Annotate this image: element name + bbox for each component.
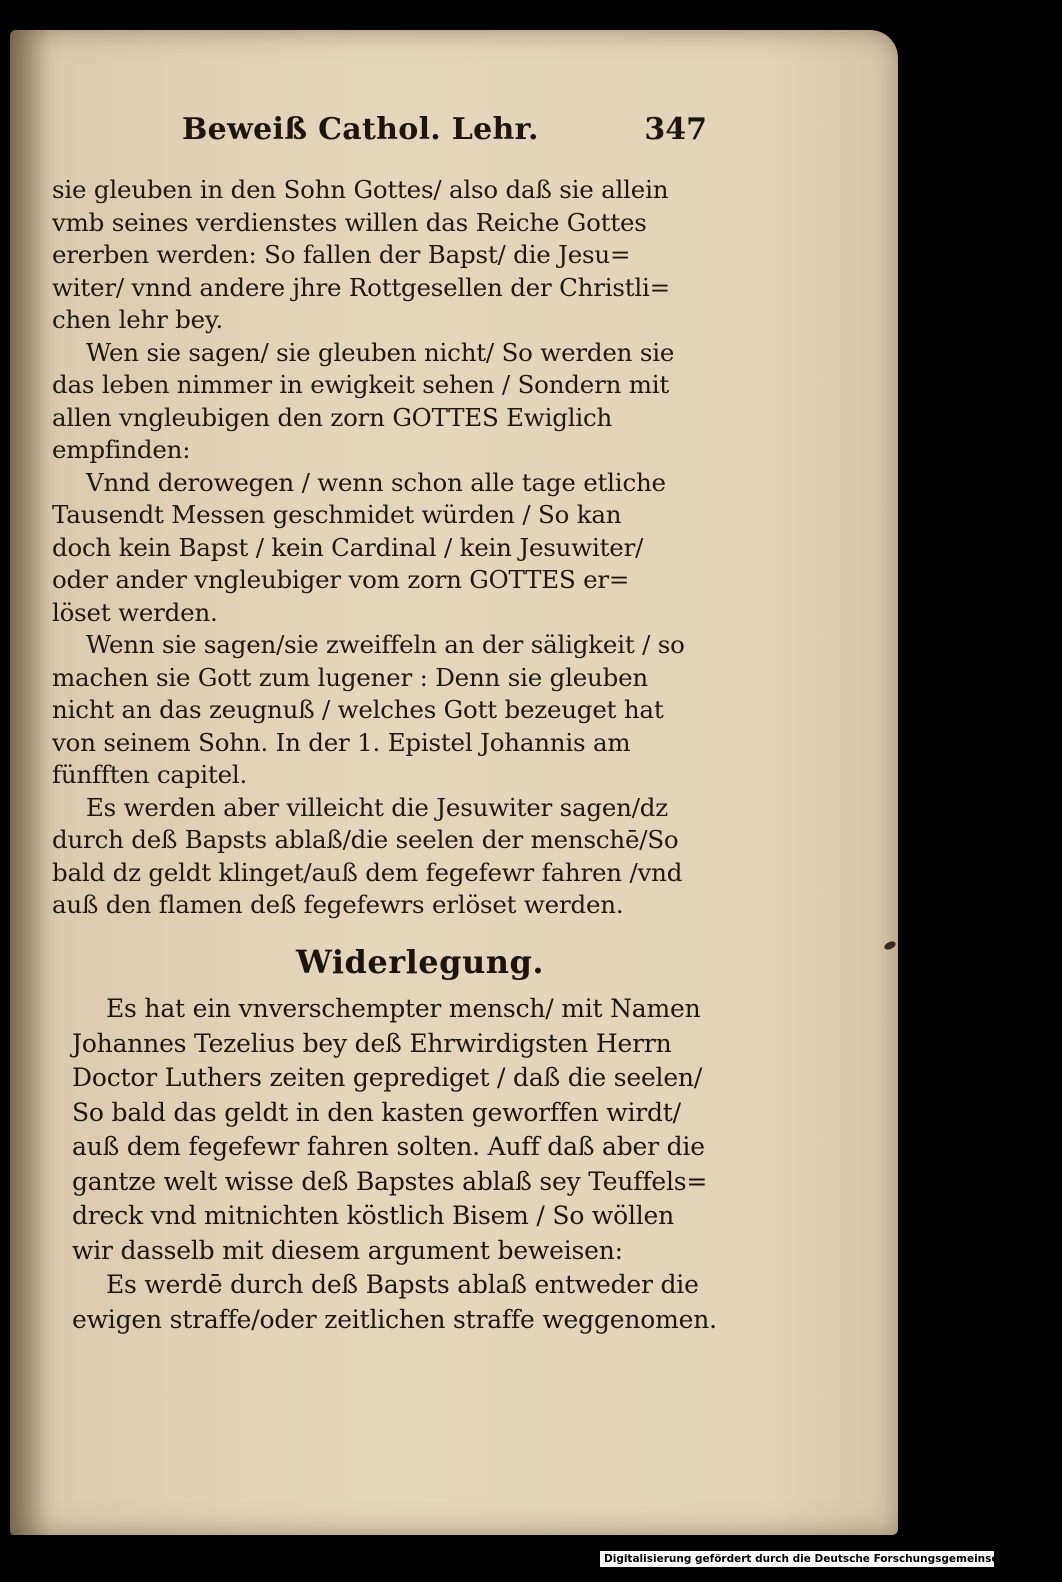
- text-line: Es werden aber villeicht die Jesuwiter sagen/dz: [86, 792, 668, 822]
- text-line: witer/ vnnd andere jhre Rottgesellen der Christli=: [52, 272, 670, 302]
- text-line: machen sie Gott zum lugener : Denn sie gleuben: [52, 662, 648, 692]
- text-line: Wen sie sagen/ sie gleuben nicht/ So werden sie: [86, 337, 675, 367]
- digitization-credit: [600, 1551, 1060, 1567]
- text-line: doch kein Bapst / kein Cardinal / kein Jesuwiter/: [52, 532, 644, 562]
- text-line: gantze welt wisse deß Bapstes ablaß sey Teuffels=: [72, 1166, 708, 1196]
- text-line: Es hat ein vnverschempter mensch/ mit Namen: [106, 994, 701, 1023]
- text-line: Es werdē durch deß Bapsts ablaß entweder die: [106, 1270, 699, 1299]
- ink-blot: [883, 940, 897, 951]
- body-text-bottom: [72, 992, 722, 1337]
- running-title: Beweiß Cathol. Lehr.: [182, 112, 539, 147]
- page-number: 347: [644, 112, 707, 147]
- credit-text: Digitalisierung gefördert durch die Deutsche Forschungsgemeinschaft -: [604, 1553, 1030, 1565]
- text-line: Doctor Luthers zeiten geprediget / daß die seelen/: [72, 1063, 703, 1092]
- text-line: empfinden:: [52, 435, 191, 464]
- text-line: Tausendt Messen geschmidet würden / So kan: [52, 500, 622, 529]
- text-line: wir dasselb mit diesem argument beweisen:: [72, 1235, 623, 1265]
- section-heading: Widerlegung.: [295, 943, 545, 981]
- text-line: dreck vnd mitnichten köstlich Bisem / So wöllen: [72, 1201, 675, 1230]
- text-line: oder ander vngleubiger vom zorn GOTTES er=: [52, 565, 630, 594]
- text-line: durch deß Bapsts ablaß/die seelen der menschē/So: [52, 825, 679, 854]
- text-line: ererben werden: So fallen der Bapst/ die Jesu=: [52, 240, 631, 269]
- text-line: vmb seines verdienstes willen das Reiche Gottes: [52, 207, 647, 237]
- body-text-top: [52, 174, 712, 922]
- dfg-logo: DFG: [1035, 1553, 1062, 1566]
- running-header: [182, 112, 707, 152]
- text-line: auß den flamen deß fegefewrs erlöset werden.: [52, 890, 624, 919]
- text-line: auß dem fegefewr fahren solten. Auff daß aber die: [72, 1132, 705, 1161]
- text-line: Wenn sie sagen/sie zweiffeln an der säligkeit / so: [86, 630, 685, 659]
- text-line: bald dz geldt klinget/auß dem fegefewr fahren /vnd: [52, 857, 683, 887]
- text-line: ewigen straffe/oder zeitlichen straffe weggenomen.: [72, 1304, 717, 1334]
- text-line: löset werden.: [52, 597, 218, 627]
- text-line: chen lehr bey.: [52, 305, 223, 334]
- text-line: sie gleuben in den Sohn Gottes/ also daß sie allein: [52, 175, 669, 204]
- text-line: das leben nimmer in ewigkeit sehen / Sondern mit: [52, 370, 670, 399]
- text-line: Vnnd derowegen / wenn schon alle tage etliche: [86, 467, 666, 497]
- text-line: allen vngleubigen den zorn GOTTES Ewiglich: [52, 402, 613, 432]
- text-line: von seinem Sohn. In der 1. Epistel Johannis am: [52, 727, 631, 757]
- text-line: So bald das geldt in den kasten geworffen wirdt/: [72, 1097, 681, 1127]
- text-line: fünfften capitel.: [52, 760, 248, 789]
- text-line: Johannes Tezelius bey deß Ehrwirdigsten Herrn: [72, 1028, 672, 1058]
- text-line: nicht an das zeugnuß / welches Gott bezeuget hat: [52, 695, 664, 724]
